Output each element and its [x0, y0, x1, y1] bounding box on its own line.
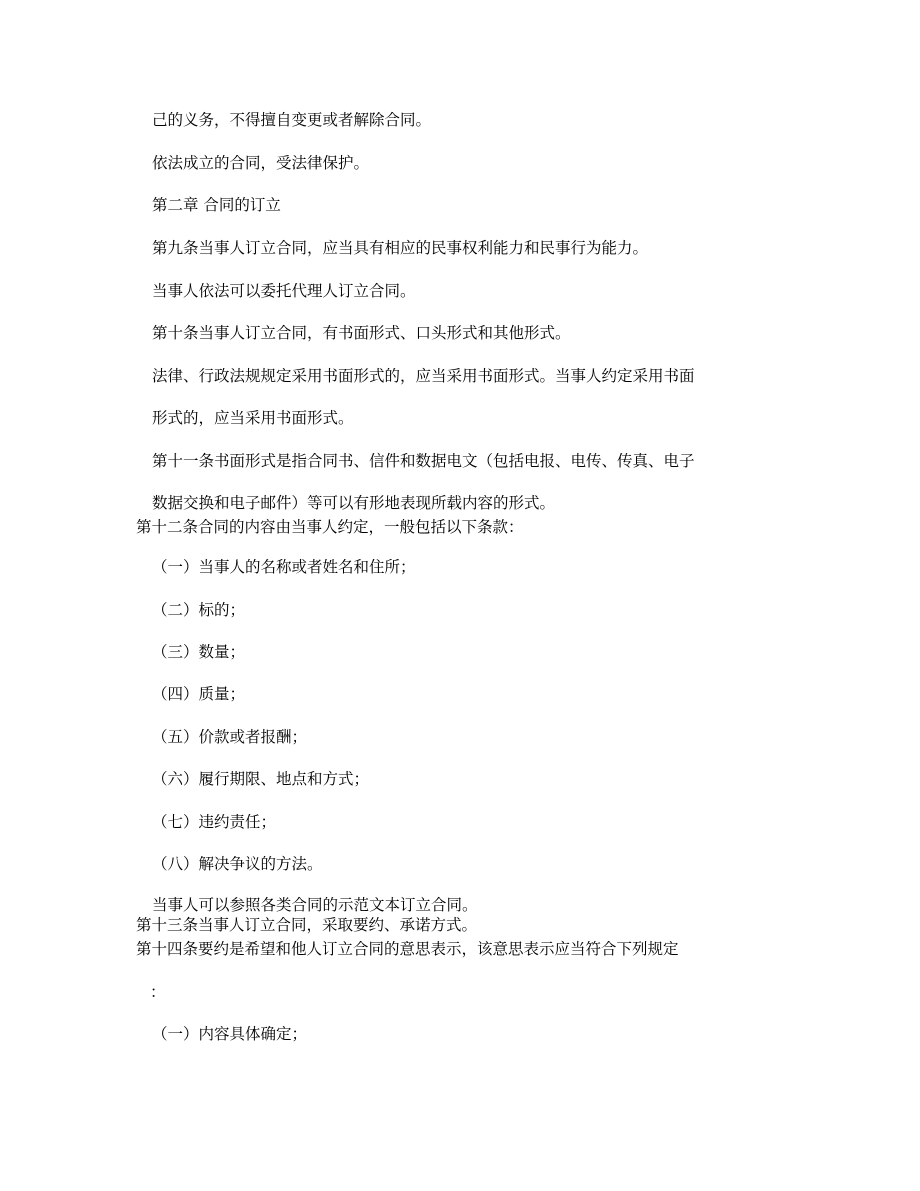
text-line: 当事人依法可以委托代理人订立合同。: [152, 282, 416, 300]
list-item: （七）违约责任；: [152, 813, 277, 831]
list-item: （一）当事人的名称或者姓名和住所；: [152, 558, 416, 576]
text-line: 当事人可以参照各类合同的示范文本订立合同。: [152, 896, 478, 914]
list-item: （六）履行期限、地点和方式；: [152, 770, 370, 788]
list-item: （八）解决争议的方法。: [152, 855, 323, 873]
chapter-heading: 第二章 合同的订立: [152, 196, 281, 214]
list-item: （二）标的；: [152, 601, 246, 619]
list-item: （四）质量；: [152, 685, 246, 703]
text-line: 第十一条书面形式是指合同书、信件和数据电文（包括电报、电传、传真、电子: [152, 452, 695, 470]
text-line: 形式的，应当采用书面形式。: [152, 409, 354, 427]
text-line: 数据交换和电子邮件）等可以有形地表现所载内容的形式。: [152, 494, 556, 512]
text-line: 第九条当事人订立合同，应当具有相应的民事权利能力和民事行为能力。: [152, 239, 649, 257]
text-line: 第十三条当事人订立合同，采取要约、承诺方式。: [136, 916, 478, 934]
list-item: （三）数量；: [152, 643, 246, 661]
list-item: （五）价款或者报酬；: [152, 728, 308, 746]
text-line: 依法成立的合同，受法律保护。: [152, 154, 370, 172]
text-line: 法律、行政法规规定采用书面形式的，应当采用书面形式。当事人约定采用书面: [152, 367, 695, 385]
text-line: 第十条当事人订立合同，有书面形式、口头形式和其他形式。: [152, 324, 571, 342]
text-line: 第十二条合同的内容由当事人约定，一般包括以下条款：: [136, 518, 524, 536]
text-line: 第十四条要约是希望和他人订立合同的意思表示，该意思表示应当符合下列规定: [136, 940, 679, 958]
text-line: ：: [150, 983, 166, 1001]
text-line: 己的义务，不得擅自变更或者解除合同。: [152, 111, 432, 129]
list-item: （一）内容具体确定；: [152, 1025, 308, 1043]
